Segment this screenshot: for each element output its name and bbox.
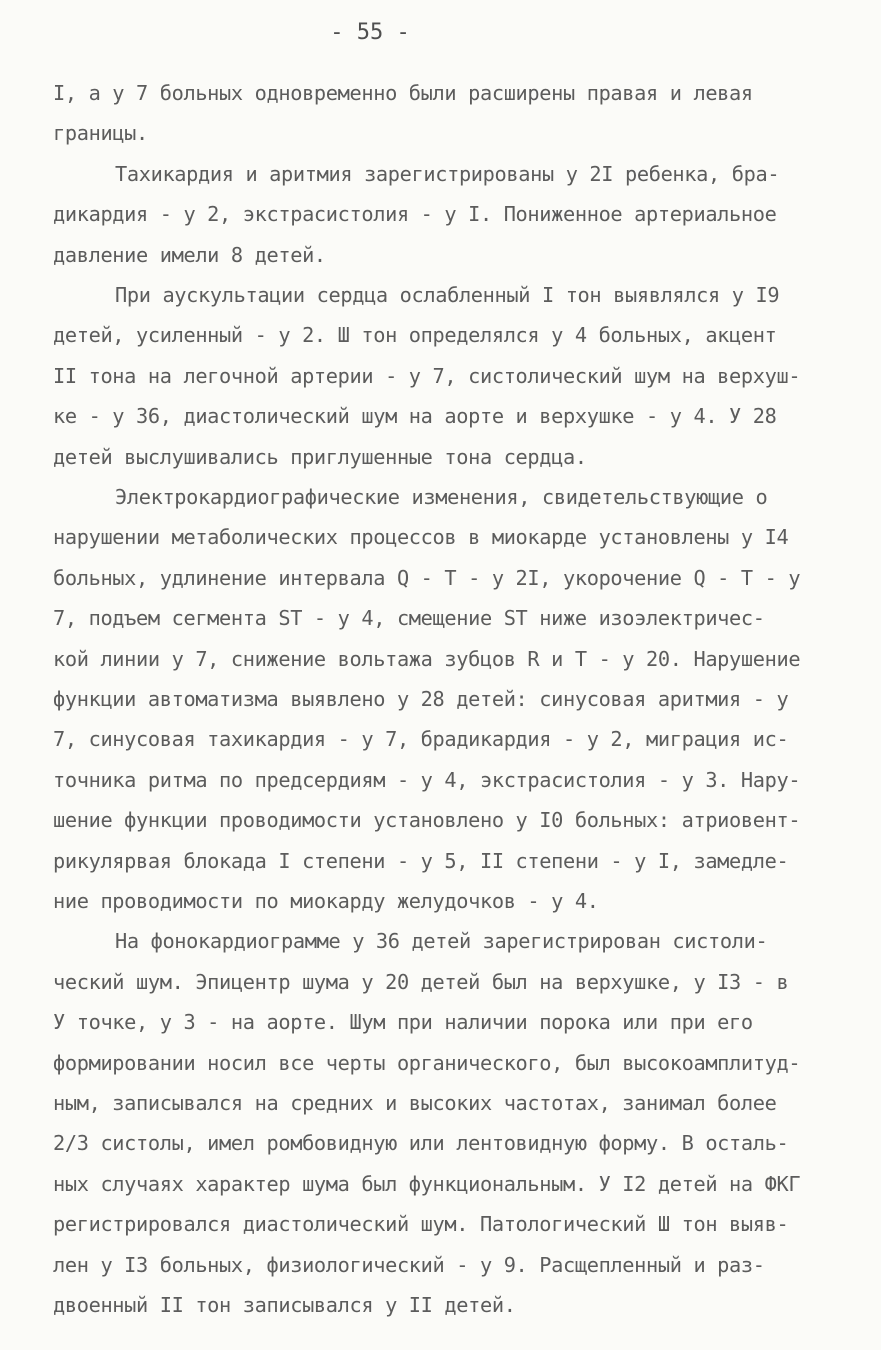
text-line: I, а у 7 больных одновременно были расширены правая и левая [53, 81, 753, 105]
text-line: детей выслушивались приглушенные тона сердца. [53, 444, 587, 469]
text-line: ние проводимости по миокарду желудочков - у 4. [53, 889, 599, 913]
text-line: больных, удлинение интервала Q - T - у 2I, укорочение Q - T - у [53, 565, 801, 590]
text-line: У точке, у 3 - на аорте. Шум при наличии порока или при его [53, 1010, 753, 1035]
text-line: кой линии у 7, снижение вольтажа зубцов R и T - у 20. Нарушение [53, 646, 801, 671]
text-line: шение функции проводимости установлено у I0 больных: атриовент- [53, 808, 801, 833]
text-line: двоенный II тон записывался у II детей. [53, 1293, 516, 1317]
text-line: рикулярвая блокада I степени - у 5, II степени - у I, замедле- [53, 848, 789, 873]
text-line: детей, усиленный - у 2. Ш тон определялся у 4 больных, акцент [53, 323, 777, 348]
text-line: ных случаях характер шума был функциональным. У I2 детей на ФКГ [53, 1171, 801, 1196]
text-line: регистрировался диастолический шум. Патологический Ш тон выяв- [53, 1212, 789, 1237]
text-line: 7, синусовая тахикардия - у 7, брадикардия - у 2, миграция ис- [53, 727, 789, 752]
text-line: дикардия - у 2, экстрасистолия - у I. Пониженное артериальное [53, 202, 777, 227]
text-line: формировании носил все черты органического, был высокоамплитуд- [53, 1050, 801, 1075]
text-line: Тахикардия и аритмия зарегистрированы у 2I ребенка, бра- [115, 161, 780, 186]
text-line: ке - у 36, диастолический шум на аорте и верхушке - у 4. У 28 [53, 404, 777, 429]
text-line: II тона на легочной артерии - у 7, систолический шум на верхуш- [53, 363, 801, 388]
text-line: нарушении метаболических процессов в миокарде установлены у I4 [53, 525, 789, 550]
text-line: границы. [53, 121, 148, 146]
text-line: 2/3 систолы, имел ромбовидную или лентовидную форму. В осталь- [53, 1131, 789, 1156]
text-line: На фонокардиограмме у 36 детей зарегистрирован систоли- [115, 929, 768, 954]
text-line: Электрокардиографические изменения, свидетельствующие о [115, 485, 768, 509]
text-line: давление имели 8 детей. [53, 242, 326, 267]
text-line: 7, подъем сегмента ST - у 4, смещение ST ниже изоэлектричес- [53, 606, 765, 631]
text-line: При аускультации сердца ослабленный I тон выявлялся у I9 [115, 283, 780, 307]
text-line: лен у I3 больных, физиологический - у 9. Расщепленный и раз- [53, 1252, 765, 1277]
text-line: ческий шум. Эпицентр шума у 20 детей был на верхушке, у I3 - в [53, 969, 789, 994]
page-number: - 55 - [330, 20, 410, 45]
text-line: функции автоматизма выявлено у 28 детей: синусовая аритмия - у [53, 687, 789, 711]
text-line: ным, записывался на средних и высоких частотах, занимал более [53, 1091, 777, 1115]
text-line: точника ритма по предсердиям - у 4, экстрасистолия - у 3. Нару- [53, 767, 801, 792]
